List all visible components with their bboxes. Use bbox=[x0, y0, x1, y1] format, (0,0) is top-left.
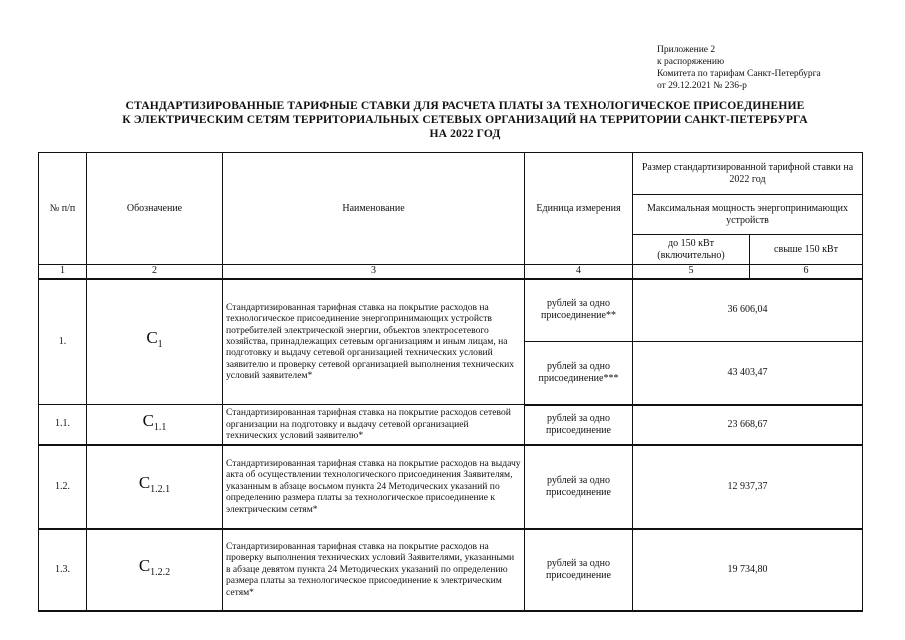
title-line: НА 2022 ГОД bbox=[429, 127, 501, 140]
table-row bbox=[39, 405, 863, 445]
header-unit: Единица измерения bbox=[525, 153, 633, 265]
header-no: № п/п bbox=[39, 153, 87, 265]
header-size: Размер стандартизированной тарифной ставки на 2022 год bbox=[633, 153, 863, 195]
symbol-subscript: 1.1 bbox=[153, 421, 167, 433]
rate-value: 23 668,67 bbox=[633, 405, 863, 445]
rate-value: 19 734,80 bbox=[633, 529, 863, 611]
header-name: Наименование bbox=[223, 153, 525, 265]
symbol-letter: C bbox=[142, 410, 154, 430]
rate-symbol bbox=[87, 405, 223, 445]
rate-symbol bbox=[87, 529, 223, 611]
column-number: 5 bbox=[633, 265, 750, 279]
unit-cell: рублей за одно присоединение bbox=[525, 405, 633, 445]
symbol-subscript: 1.2.1 bbox=[150, 484, 171, 495]
header-designation: Обозначение bbox=[87, 153, 223, 265]
rate-value: 36 606,04 bbox=[633, 279, 863, 342]
row-number: 1.1. bbox=[39, 405, 87, 445]
rate-description: Стандартизированная тарифная ставка на покрытие расходов сетевой организации на подготовку и выдачу сетевой организацией технических условий заявителю* bbox=[223, 405, 525, 445]
symbol-letter: C bbox=[138, 473, 151, 492]
row-number: 1.3. bbox=[39, 529, 87, 611]
symbol-letter: C bbox=[146, 328, 158, 348]
table-row bbox=[39, 529, 863, 611]
symbol-subscript: 1 bbox=[157, 339, 163, 351]
row-number: 1. bbox=[39, 279, 87, 405]
rate-value: 12 937,37 bbox=[633, 445, 863, 529]
rate-value: 43 403,47 bbox=[633, 342, 863, 405]
column-number: 6 bbox=[750, 265, 863, 279]
rate-description: Стандартизированная тарифная ставка на покрытие расходов на выдачу акта об осуществлении технологического присоединения Заявителям, указанным в абзаце восьмом пункта 24 Методических указаний по определению размера платы за технологическое присоединение к электрическим сетям* bbox=[223, 445, 525, 529]
title-line: СТАНДАРТИЗИРОВАННЫЕ ТАРИФНЫЕ СТАВКИ ДЛЯ РАСЧЕТА ПЛАТЫ ЗА ТЕХНОЛОГИЧЕСКОЕ ПРИСОЕДИНЕНИЕ bbox=[125, 99, 805, 112]
appendix-line: к распоряжению bbox=[657, 57, 725, 67]
unit-cell: рублей за одно присоединение*** bbox=[525, 342, 633, 405]
rate-symbol bbox=[87, 445, 223, 529]
column-number: 1 bbox=[39, 265, 87, 279]
appendix-line: Приложение 2 bbox=[657, 45, 716, 55]
column-number-row bbox=[39, 265, 863, 279]
appendix-line: Комитета по тарифам Санкт-Петербурга bbox=[657, 69, 821, 79]
symbol-letter: C bbox=[138, 556, 151, 575]
column-number: 2 bbox=[87, 265, 223, 279]
appendix-line: от 29.12.2021 № 236-р bbox=[657, 81, 747, 91]
title-line: К ЭЛЕКТРИЧЕСКИМ СЕТЯМ ТЕРРИТОРИАЛЬНЫХ СЕТЕВЫХ ОРГАНИЗАЦИЙ НА ТЕРРИТОРИИ САНКТ-ПЕТЕРБУРГА bbox=[122, 113, 808, 126]
rate-symbol bbox=[87, 279, 223, 405]
column-number: 4 bbox=[525, 265, 633, 279]
appendix-note bbox=[657, 44, 897, 92]
tariff-table bbox=[38, 152, 863, 612]
unit-cell: рублей за одно присоединение bbox=[525, 529, 633, 611]
header-row bbox=[39, 153, 863, 195]
header-up-to-150: до 150 кВт (включительно) bbox=[633, 235, 750, 265]
row-number: 1.2. bbox=[39, 445, 87, 529]
unit-cell: рублей за одно присоединение bbox=[525, 445, 633, 529]
header-max-power: Максимальная мощность энергопринимающих устройств bbox=[633, 195, 863, 235]
table-row bbox=[39, 279, 863, 342]
unit-cell: рублей за одно присоединение** bbox=[525, 279, 633, 342]
symbol-subscript: 1.2.2 bbox=[150, 567, 171, 578]
column-number: 3 bbox=[223, 265, 525, 279]
document-title bbox=[40, 99, 890, 141]
table-row bbox=[39, 445, 863, 529]
rate-description: Стандартизированная тарифная ставка на покрытие расходов на технологическое присоединение энергопринимающих устройств потребителей электрической энергии, объектов электросетевого хозяйства, принадлежащих сетевым организациям и иным лицам, на подготовку и выдачу сетевой организацией технических условий заявителю и проверку сетевой организацией выполнения технических условий заявителем* bbox=[223, 279, 525, 405]
header-over-150: свыше 150 кВт bbox=[750, 235, 863, 265]
rate-description: Стандартизированная тарифная ставка на покрытие расходов на проверку выполнения технических условий Заявителями, указанными в абзаце девятом пункта 24 Методических указаний по определению размера платы за технологическое присоединение к электрическим сетям* bbox=[223, 529, 525, 611]
